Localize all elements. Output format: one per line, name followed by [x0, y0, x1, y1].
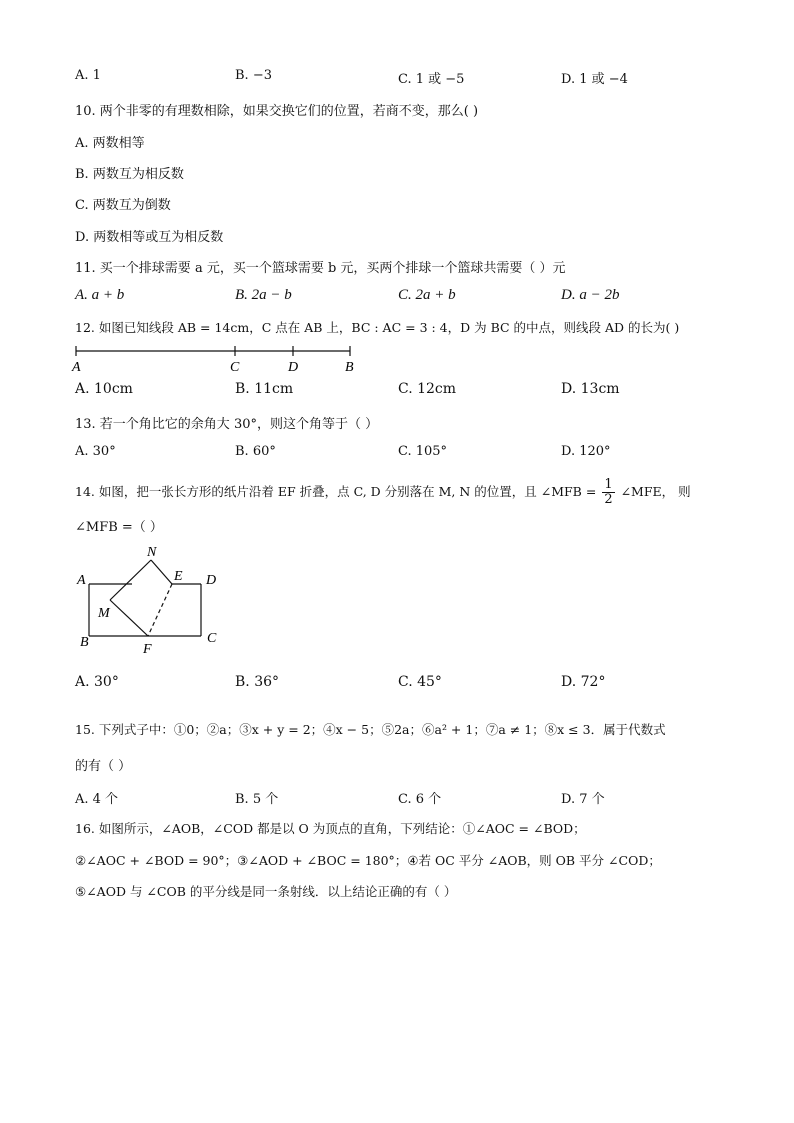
q15-option-d: D. 7 个 [561, 792, 605, 807]
q12-option-b: B. 11cm [235, 381, 294, 397]
edge-m-f [110, 600, 148, 636]
q9-option-b: B. −3 [235, 68, 272, 83]
q12-option-a: A. 10cm [75, 381, 133, 397]
q15-option-b: B. 5 个 [235, 792, 279, 807]
q12-segment-figure [68, 342, 368, 376]
q13-stem: 13. 若一个角比它的余角大 30°，则这个角等于（ ） [75, 417, 379, 432]
label-f: F [143, 642, 152, 657]
q15-option-c: C. 6 个 [398, 792, 442, 807]
q9-option-c: C. 1 或 −5 [398, 72, 465, 87]
label-d: D [288, 360, 299, 375]
q11-option-a: A. a + b [75, 287, 125, 303]
q14-stem [75, 478, 691, 507]
q14-stem-line2: ∠MFB =（ ） [75, 520, 163, 535]
q15-stem: 15. 下列式子中：①0；②a；③x + y = 2；④x − 5；⑤2a；⑥a² + 1；⑦a ≠ 1；⑧x ≤ 3．属于代数式 [75, 722, 666, 737]
q14-option-b: B. 36° [235, 674, 280, 690]
q11-option-c: C. 2a + b [398, 287, 456, 303]
label-e: E [174, 569, 183, 584]
label-b: B [345, 360, 354, 375]
q11-option-b: B. 2a − b [235, 287, 292, 303]
q14-fraction [602, 478, 614, 507]
q12-option-c: C. 12cm [398, 381, 457, 397]
q11-option-d: D. a − 2b [561, 287, 620, 303]
q14-fraction-denominator: 2 [604, 492, 613, 507]
q14-option-a: A. 30° [75, 674, 119, 690]
q14-fold-figure [70, 540, 240, 660]
q10-stem: 10. 两个非零的有理数相除，如果交换它们的位置，若商不变，那么( ) [75, 104, 479, 119]
q13-option-d: D. 120° [561, 444, 611, 459]
q9-option-d: D. 1 或 −4 [561, 72, 628, 87]
q16-line2: ②∠AOC + ∠BOD = 90°；③∠AOD + ∠BOC = 180°；④若 OC 平分 ∠AOB，则 OB 平分 ∠COD； [75, 853, 661, 868]
fold-line-ef [148, 584, 172, 636]
q10-option-d: D. 两数相等或互为相反数 [75, 230, 224, 245]
q9-option-a: A. 1 [75, 68, 101, 83]
q10-option-c: C. 两数互为倒数 [75, 198, 171, 213]
q14-fraction-numerator: 1 [604, 477, 613, 492]
q12-option-d: D. 13cm [561, 381, 620, 397]
label-a: A [77, 573, 86, 588]
q16-line1: 16. 如图所示，∠AOB，∠COD 都是以 O 为顶点的直角，下列结论：①∠AOC = ∠BOD； [75, 821, 586, 836]
q12-stem: 12. 如图已知线段 AB = 14cm，C 点在 AB 上，BC : AC = 3 : 4，D 为 BC 的中点，则线段 AD 的长为( ) [75, 320, 680, 335]
label-c: C [207, 631, 217, 646]
q14-option-c: C. 45° [398, 674, 442, 690]
label-d: D [206, 573, 217, 588]
q11-stem: 11. 买一个排球需要 a 元，买一个篮球需要 b 元，买两个排球一个篮球共需要（ ）元 [75, 261, 566, 276]
label-a: A [72, 360, 81, 375]
edge-n-m [110, 560, 151, 600]
q15-stem-line2: 的有（ ） [75, 759, 132, 774]
q16-line3: ⑤∠AOD 与 ∠COB 的平分线是同一条射线．以上结论正确的有（ ） [75, 884, 457, 899]
q10-option-a: A. 两数相等 [75, 136, 145, 151]
edge-n-e [151, 560, 172, 584]
q14-stem-after: ∠MFE， 则 [620, 484, 691, 499]
q13-option-b: B. 60° [235, 444, 276, 459]
q13-option-c: C. 105° [398, 444, 448, 459]
label-b: B [80, 635, 89, 650]
q10-option-b: B. 两数互为相反数 [75, 167, 184, 182]
q15-option-a: A. 4 个 [75, 792, 119, 807]
label-m: M [98, 606, 110, 621]
label-n: N [147, 545, 157, 560]
label-c: C [230, 360, 240, 375]
q14-stem-before: 14. 如图，把一张长方形的纸片沿着 EF 折叠，点 C, D 分别落在 M, N 的位置，且 ∠MFB = [75, 484, 597, 499]
q14-option-d: D. 72° [561, 674, 606, 690]
q13-option-a: A. 30° [75, 444, 116, 459]
